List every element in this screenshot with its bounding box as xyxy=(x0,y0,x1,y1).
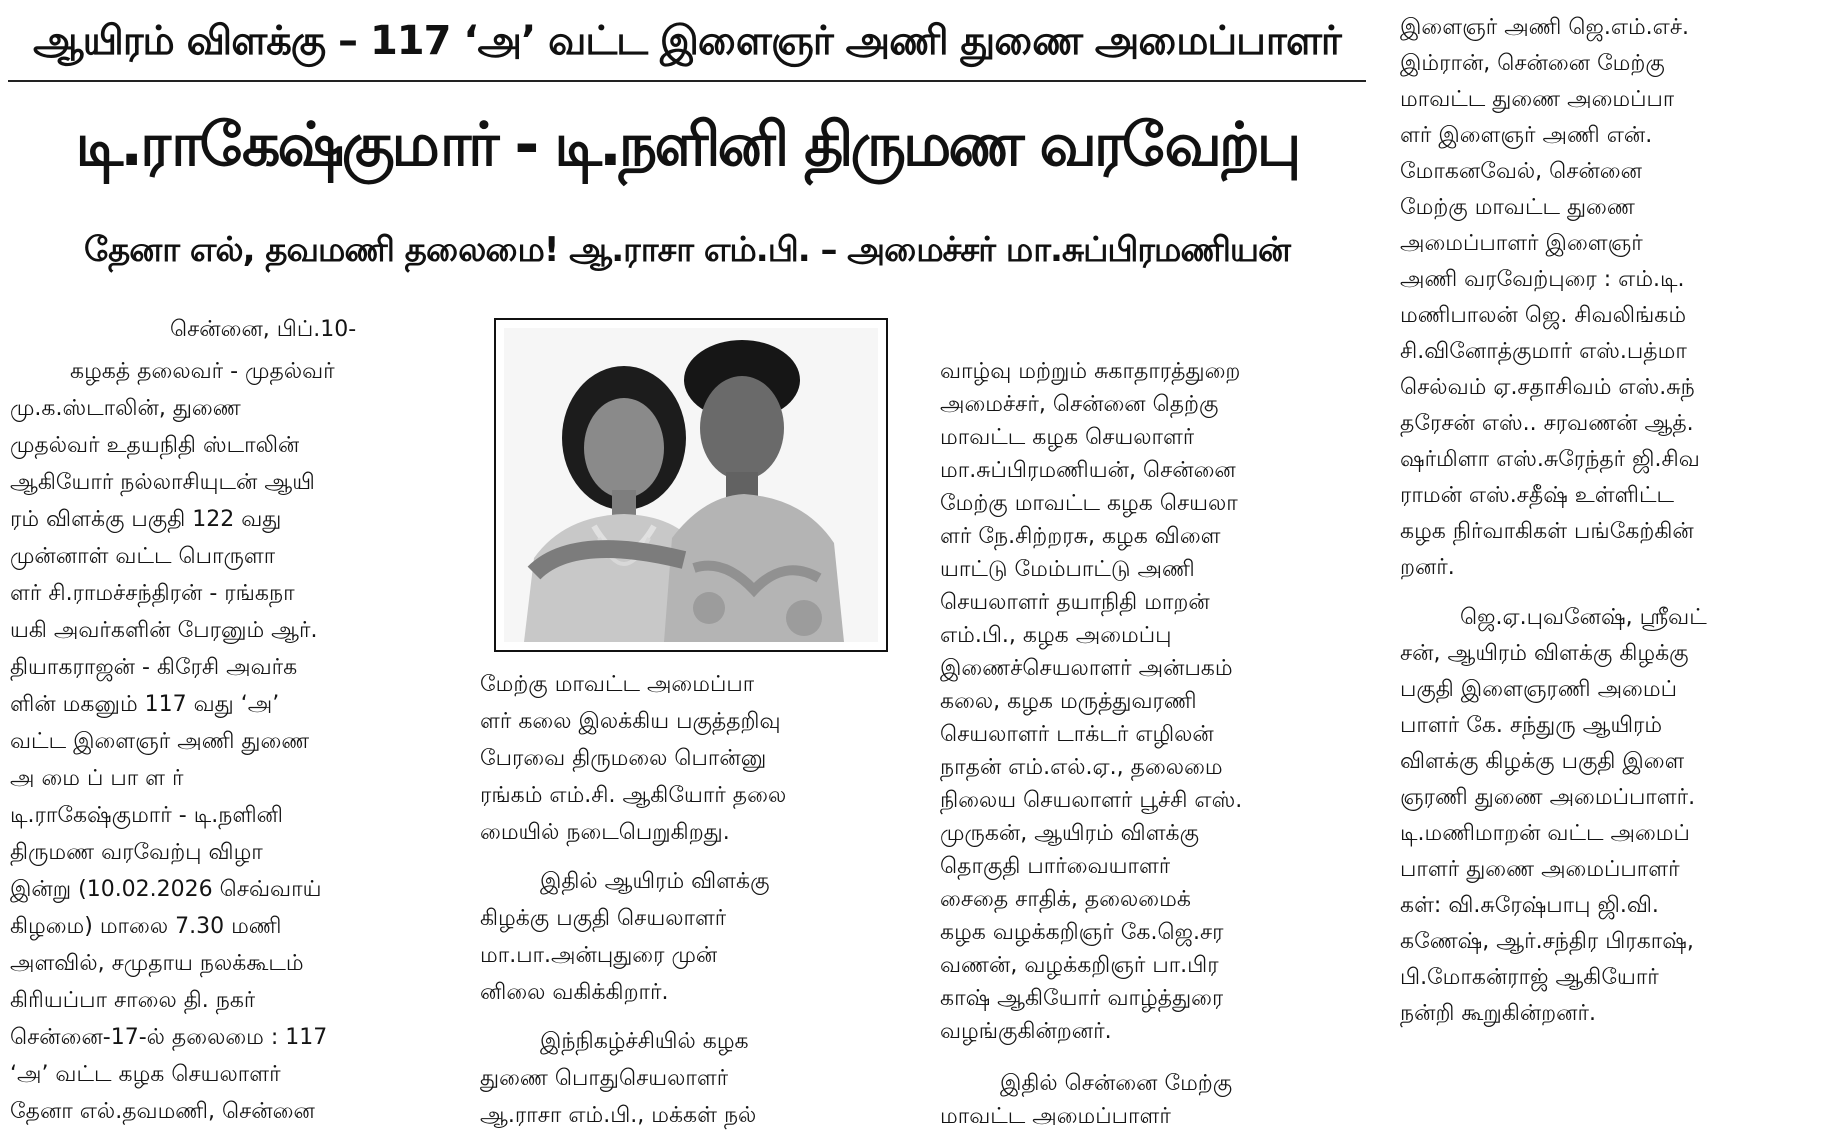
column-1-line: அளவில், சமுதாய நலக்கூடம் xyxy=(10,951,304,976)
column-4-line: ளர் இளைஞர் அணி என். xyxy=(1400,123,1653,148)
column-2-line: இந்நிகழ்ச்சியில் கழக xyxy=(540,1029,749,1054)
column-3-line: வணன், வழக்கறிஞர் பா.பிர xyxy=(940,953,1219,978)
column-4-line: செல்வம் ஏ.சதாசிவம் எஸ்.சுந் xyxy=(1400,375,1695,400)
column-3-line: கலை, கழக மருத்துவரணி xyxy=(940,689,1197,714)
main-headline: டி.ராகேஷ்குமார் - டி.நளினி திருமண வரவேற்பு xyxy=(75,110,1299,180)
column-3-line: செயலாளர் தயாநிதி மாறன் xyxy=(940,590,1210,615)
column-4 xyxy=(1400,8,1835,1142)
column-3-line: இணைச்செயலாளர் அன்பகம் xyxy=(940,656,1233,681)
column-4-line: றனர். xyxy=(1400,555,1455,580)
column-3-line: ளர் நே.சிற்றரசு, கழக விளை xyxy=(940,524,1221,549)
kicker-heading: ஆயிரம் விளக்கு – 117 ‘அ’ வட்ட இளைஞர் அணி துணை அமைப்பாளர் xyxy=(33,18,1341,64)
kicker-rule xyxy=(8,80,1366,82)
column-1-line: ‘அ’ வட்ட கழக செயலாளர் xyxy=(10,1062,281,1087)
column-1-line: ளர் சி.ராமச்சந்திரன் - ரங்கநா xyxy=(10,581,295,606)
column-4-line: மணிபாலன் ஜெ. சிவலிங்கம் xyxy=(1400,303,1687,328)
column-2-line: மேற்கு மாவட்ட அமைப்பா xyxy=(480,672,755,697)
column-1-line: வட்ட இளைஞர் அணி துணை xyxy=(10,729,310,754)
column-1-line: தியாகராஜன் - கிரேசி அவர்க xyxy=(10,655,298,680)
column-2-line: ரங்கம் எம்.சி. ஆகியோர் தலை xyxy=(480,783,787,808)
column-3-line: நாதன் எம்.எல்.ஏ., தலைமை xyxy=(940,755,1223,780)
column-1-line: கிரியப்பா சாலை தி. நகர் xyxy=(10,988,256,1013)
column-4-line: பாளர் கே. சந்துரு ஆயிரம் xyxy=(1400,713,1663,738)
column-1-line: சென்னை-17-ல் தலைமை : 117 xyxy=(10,1025,328,1050)
column-3-line: காஷ் ஆகியோர் வாழ்த்துரை xyxy=(940,986,1224,1011)
couple-illustration xyxy=(504,328,878,642)
column-3-line: நிலைய செயலாளர் பூச்சி எஸ். xyxy=(940,788,1243,813)
column-3-line: முருகன், ஆயிரம் விளக்கு xyxy=(940,821,1200,846)
column-3-line: மாவட்ட கழக செயலாளர் xyxy=(940,425,1195,450)
column-1-line: ஆகியோர் நல்லாசியுடன் ஆயி xyxy=(10,470,315,495)
column-3-line: மாவட்ட அமைப்பாளர் xyxy=(940,1104,1171,1129)
column-4-line: மோகனவேல், சென்னை xyxy=(1400,159,1642,184)
column-4-line: நன்றி கூறுகின்றனர். xyxy=(1400,1001,1596,1026)
column-1 xyxy=(10,310,450,1140)
column-3-line: மேற்கு மாவட்ட கழக செயலா xyxy=(940,491,1238,516)
column-2-line: னிலை வகிக்கிறார். xyxy=(480,980,669,1005)
column-4-line: இளைஞர் அணி ஜெ.எம்.எச். xyxy=(1400,15,1690,40)
couple-photo xyxy=(494,318,888,652)
column-3-line: இதில் சென்னை மேற்கு xyxy=(1000,1071,1233,1096)
column-1-line: கிழமை) மாலை 7.30 மணி xyxy=(10,914,282,939)
column-4-line: கழக நிர்வாகிகள் பங்கேற்கின் xyxy=(1400,519,1694,544)
column-4-line: கணேஷ், ஆர்.சந்திர பிரகாஷ், xyxy=(1400,929,1694,954)
column-4-line: கள்: வி.சுரேஷ்பாபு ஜி.வி. xyxy=(1400,893,1659,918)
column-4-line: சன், ஆயிரம் விளக்கு கிழக்கு xyxy=(1400,641,1689,666)
column-2 xyxy=(480,655,920,1142)
column-4-line: பாளர் துணை அமைப்பாளர் xyxy=(1400,857,1680,882)
column-1-line: முன்னாள் வட்ட பொருளா xyxy=(10,544,276,569)
column-2-line: மையில் நடைபெறுகிறது. xyxy=(480,820,730,845)
column-4-line: தரேசன் எஸ்.. சரவணன் ஆத். xyxy=(1400,411,1694,436)
couple-photo-image xyxy=(504,328,878,642)
column-1-line: இன்று (10.02.2026 செவ்வாய் xyxy=(10,877,322,902)
column-1-line: யகி அவர்களின் பேரனும் ஆர். xyxy=(10,618,318,643)
column-3-line: மா.சுப்பிரமணியன், சென்னை xyxy=(940,458,1236,483)
column-1-line: அ மை ப் பா ள ர் xyxy=(10,766,184,791)
column-4-line: ஷர்மிளா எஸ்.சுரேந்தர் ஜி.சிவ xyxy=(1400,447,1700,472)
column-4-line: சி.வினோத்குமார் எஸ்.பத்மா xyxy=(1400,339,1687,364)
column-1-line: டி.ராகேஷ்குமார் - டி.நளினி xyxy=(10,803,283,828)
column-3-line: செயலாளர் டாக்டர் எழிலன் xyxy=(940,722,1214,747)
column-4-line: அணி வரவேற்புரை : எம்.டி. xyxy=(1400,267,1685,292)
column-4-line: அமைப்பாளர் இளைஞர் xyxy=(1400,231,1643,256)
column-2-line: ளர் கலை இலக்கிய பகுத்தறிவு xyxy=(480,709,781,734)
column-3-line: யாட்டு மேம்பாட்டு அணி xyxy=(940,557,1195,582)
column-4-line: மாவட்ட துணை அமைப்பா xyxy=(1400,87,1675,112)
column-4-line: மேற்கு மாவட்ட துணை xyxy=(1400,195,1635,220)
column-2-line: கிழக்கு பகுதி செயலாளர் xyxy=(480,906,727,931)
column-3-line: அமைச்சர், சென்னை தெற்கு xyxy=(940,392,1219,417)
column-1-line: தேனா எல்.தவமணி, சென்னை xyxy=(10,1099,315,1124)
column-1-line: திருமண வரவேற்பு விழா xyxy=(10,840,263,865)
column-1-line: ளின் மகனும் 117 வது ‘அ’ xyxy=(10,692,280,717)
column-4-line: இம்ரான், சென்னை மேற்கு xyxy=(1400,51,1665,76)
subheadline: தேனா எல், தவமணி தலைமை! ஆ.ராசா எம்.பி. – அமைச்சர் மா.சுப்பிரமணியன் xyxy=(83,230,1291,270)
column-4-line: விளக்கு கிழக்கு பகுதி இளை xyxy=(1400,749,1685,774)
column-4-line: டி.மணிமாறன் வட்ட அமைப் xyxy=(1400,821,1690,846)
column-3-line: வழங்குகின்றனர். xyxy=(940,1019,1112,1044)
column-1-line: ரம் விளக்கு பகுதி 122 வது xyxy=(10,507,282,532)
column-3 xyxy=(940,352,1380,1142)
column-4-line: ஜெ.ஏ.புவனேஷ், ஸ்ரீவட் xyxy=(1460,605,1707,630)
column-4-line: ராமன் எஸ்.சதீஷ் உள்ளிட்ட xyxy=(1400,483,1674,508)
column-2-line: மா.பா.அன்புதுரை முன் xyxy=(480,943,718,968)
column-1-line: கழகத் தலைவர் - முதல்வர் xyxy=(70,359,335,384)
column-3-line: வாழ்வு மற்றும் சுகாதாரத்துறை xyxy=(940,359,1241,384)
column-3-line: தொகுதி பார்வையாளர் xyxy=(940,854,1171,879)
column-2-line: இதில் ஆயிரம் விளக்கு xyxy=(540,869,770,894)
column-3-line: சைதை சாதிக், தலைமைக் xyxy=(940,887,1191,912)
column-1-line: சென்னை, பிப்.10- xyxy=(170,317,357,342)
column-4-line: ஞரணி துணை அமைப்பாளர். xyxy=(1400,785,1696,810)
column-1-line: மு.க.ஸ்டாலின், துணை xyxy=(10,396,241,421)
column-3-line: கழக வழக்கறிஞர் கே.ஜெ.சர xyxy=(940,920,1224,945)
column-4-line: பி.மோகன்ராஜ் ஆகியோர் xyxy=(1400,965,1659,990)
column-4-line: பகுதி இளைஞரணி அமைப் xyxy=(1400,677,1677,702)
column-1-line: முதல்வர் உதயநிதி ஸ்டாலின் xyxy=(10,433,300,458)
column-2-line: பேரவை திருமலை பொன்னு xyxy=(480,746,767,771)
column-2-line: துணை பொதுசெயலாளர் xyxy=(480,1066,729,1091)
column-3-line: எம்.பி., கழக அமைப்பு xyxy=(940,623,1172,648)
column-2-line: ஆ.ராசா எம்.பி., மக்கள் நல் xyxy=(480,1103,757,1128)
